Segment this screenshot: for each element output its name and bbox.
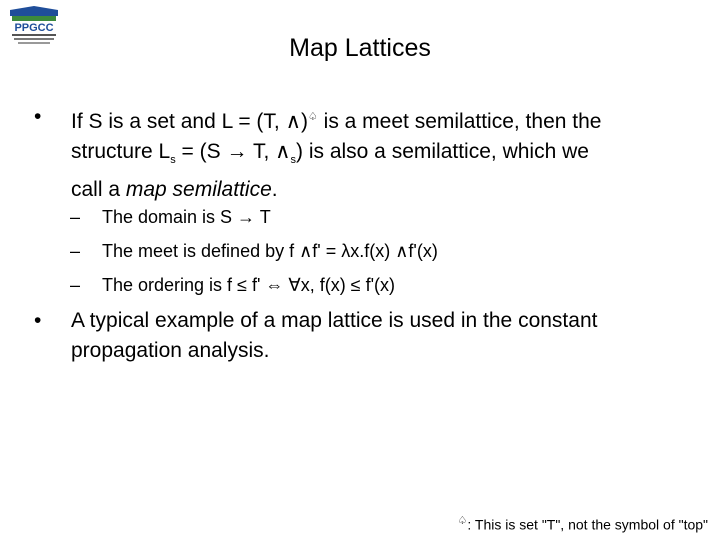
page-title: Map Lattices <box>289 34 431 62</box>
logo-text: PPGCC <box>14 22 54 34</box>
bullet-example <box>34 306 694 366</box>
bullet-map-semilattice <box>34 102 694 205</box>
sub-bullet-list <box>70 200 690 302</box>
bullet-marker: • <box>34 309 42 332</box>
bullet1-line2: structure $L_s = (S \to T$, $\wedge_s$) is also a semilattice, which we <box>71 140 589 167</box>
footnote: ♤: This is set "T", not the symbol of "top" <box>457 515 708 533</box>
sub-bullet-meet: – The meet is defined by f ∧f' = λx.f(x) ∧f'(x) <box>70 241 438 261</box>
sub-bullet-ordering: – The ordering is f ≤ f' ⇔ ∀x, f(x) ≤ f'(x) <box>70 275 395 295</box>
bullet1-line3: call a map semilattice. <box>71 178 278 202</box>
logo-band <box>12 16 56 21</box>
bullet2-text: A typical example of a map lattice is used in the constant propagation analysis. <box>71 309 598 362</box>
bullet1-line1: If S is a set and L = (T, ∧)♤ is a meet semilattice, then the <box>71 110 602 133</box>
bullet-marker: • <box>34 105 42 128</box>
logo-roof <box>10 6 58 16</box>
sub-bullet-domain: – The domain is S → T <box>70 207 271 227</box>
